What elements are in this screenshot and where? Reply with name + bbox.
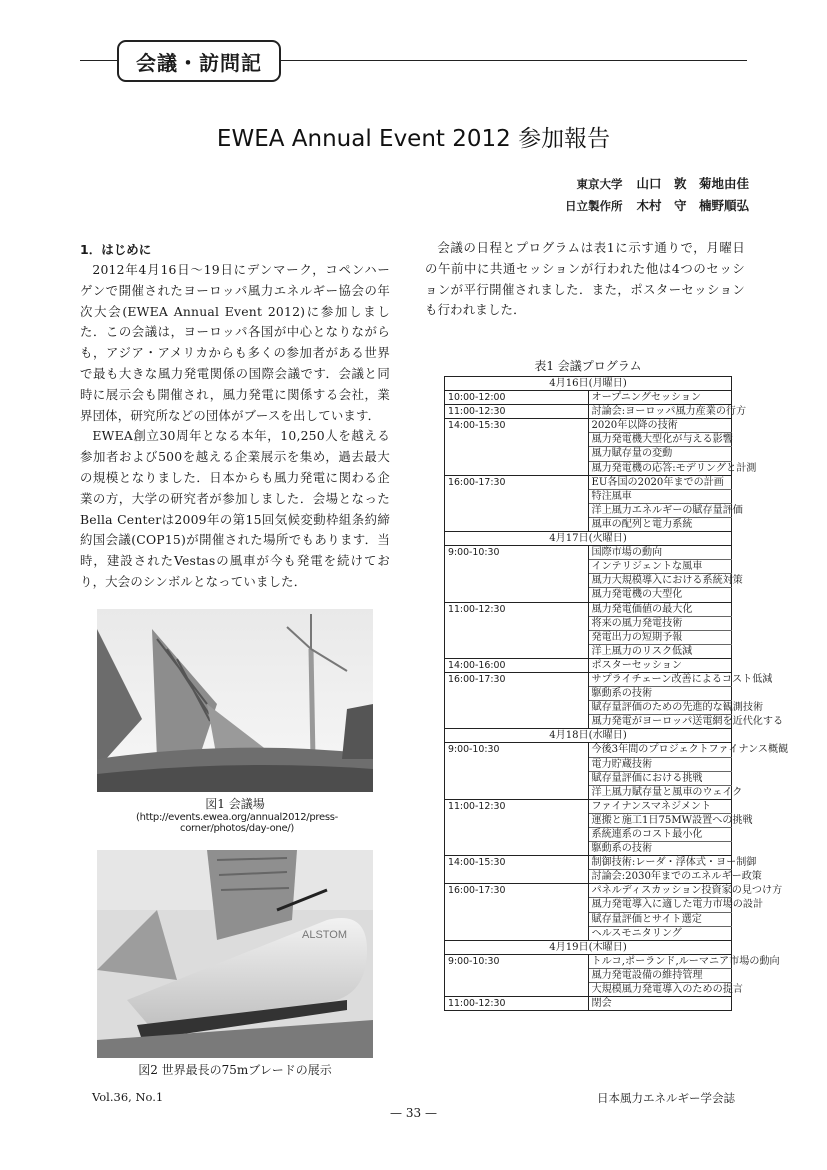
slot-time: 14:00-15:30 (445, 419, 589, 475)
session-title: 2020年以降の技術 (588, 419, 732, 433)
figure-1-caption: 図1 会議場 (205, 797, 265, 811)
slot-time: 16:00-17:30 (445, 884, 589, 940)
session-row (445, 405, 732, 419)
table-caption: 表1 会議プログラム (534, 359, 642, 373)
article-title: EWEA Annual Event 2012 参加報告 (216, 126, 611, 152)
slot-time: 10:00-12:00 (445, 391, 589, 405)
session-title: 大規模風力発電導入のための提言 (588, 983, 732, 997)
session-title: 洋上風力のリスク低減 (588, 644, 732, 658)
footer-journal: 日本風力エネルギー学会誌 (597, 1091, 735, 1105)
session-title: 風力発電導入に適した電力市場の設計 (588, 898, 732, 912)
author-names: 木村 守 楠野順弘 (636, 198, 749, 213)
session-row (445, 602, 732, 616)
slot-time: 9:00-10:30 (445, 743, 589, 799)
slot-time: 9:00-10:30 (445, 546, 589, 602)
author-affiliation: 日立製作所 (564, 199, 623, 213)
slot-time: 11:00-12:30 (445, 799, 589, 855)
paragraph: EWEA創立30周年となる本年，10,250人を越える参加者および500を越える企業展示を集め，過去最大の規模となりました．日本からも風力発電に関わる企業の方，大学の研究者が参加しました．会場となったBella Centerは2009年の第15回気候変動枠組条約締約国会議(COP15)が開催された場所でもあります．当時，建設されたVestasの風車が今も発電を続けており，大会のシンボルとなっていました． (80, 428, 390, 589)
header-rule-right (277, 60, 747, 61)
session-title: 閉会 (588, 997, 732, 1011)
session-title: 発電出力の短期予報 (588, 630, 732, 644)
session-title: 賦存量評価のための先進的な観測技術 (588, 701, 732, 715)
session-title: 風力発電機の応答:モデリングと計測 (588, 461, 732, 475)
session-title: トルコ,ポーランド,ルーマニア市場の動向 (588, 954, 732, 968)
session-row (445, 743, 732, 757)
session-title: 運搬と施工1日75MW設置への挑戦 (588, 813, 732, 827)
session-title: 洋上風力賦存量と風車のウェイク (588, 785, 732, 799)
session-title: パネルディスカッション投資家の見つけ方 (588, 884, 732, 898)
day-label: 4月19日(木曜日) (445, 940, 732, 954)
author-line-1 (576, 174, 749, 192)
header-rule-left (80, 60, 120, 61)
day-label: 4月17日(火曜日) (445, 532, 732, 546)
session-title: 国際市場の動向 (588, 546, 732, 560)
slot-time: 9:00-10:30 (445, 954, 589, 996)
session-row (445, 546, 732, 560)
session-title: 洋上風力エネルギーの賦存量評価 (588, 503, 732, 517)
session-title: 賦存量評価における挑戦 (588, 771, 732, 785)
session-row (445, 856, 732, 870)
session-title: サプライチェーン改善によるコスト低減 (588, 672, 732, 686)
page-number: — 33 — (390, 1106, 437, 1120)
author-names: 山口 敦 菊地由佳 (636, 176, 749, 191)
session-title: 風力発電機大型化が与える影響 (588, 433, 732, 447)
session-title: 風力発電設備の維持管理 (588, 968, 732, 982)
session-title: 系統連系のコスト最小化 (588, 828, 732, 842)
session-row (445, 419, 732, 433)
session-title: EU各国の2020年までの計画 (588, 475, 732, 489)
slot-time: 11:00-12:30 (445, 405, 589, 419)
session-title: オープニングセッション (588, 391, 732, 405)
blade-logo-text: ALSTOM (302, 929, 348, 941)
session-row (445, 954, 732, 968)
day-label: 4月18日(水曜日) (445, 729, 732, 743)
author-line-2 (565, 196, 749, 214)
right-column-body (425, 238, 745, 321)
session-title: 駆動系の技術 (588, 687, 732, 701)
session-title: 電力貯蔵技術 (588, 757, 732, 771)
session-row (445, 475, 732, 489)
session-title: ヘルスモニタリング (588, 926, 732, 940)
day-header-row (445, 940, 732, 954)
session-title: 討論会:ヨーロッパ風力産業の行方 (588, 405, 732, 419)
figure-1-url: (http://events.ewea.org/annual2012/press-corner/photos/day-one/) (136, 812, 338, 834)
session-title: 賦存量評価とサイト選定 (588, 912, 732, 926)
slot-time: 14:00-15:30 (445, 856, 589, 884)
session-title: 風力大規模導入における系統対策 (588, 574, 732, 588)
slot-time: 14:00-16:00 (445, 658, 589, 672)
slot-time: 11:00-12:30 (445, 602, 589, 658)
day-header-row (445, 729, 732, 743)
day-label: 4月16日(月曜日) (445, 377, 732, 391)
session-title: 風力発電がヨーロッパ送電網を近代化する (588, 715, 732, 729)
footer-volume: Vol.36, No.1 (92, 1090, 164, 1104)
left-column-body (80, 260, 390, 593)
session-title: ファイナンスマネジメント (588, 799, 732, 813)
session-title: 風力賦存量の変動 (588, 447, 732, 461)
session-row (445, 997, 732, 1011)
conference-program-table (444, 376, 789, 1011)
session-row (445, 658, 732, 672)
day-header-row (445, 377, 732, 391)
session-title: 制御技術:レーダ・浮体式・ヨー制御 (588, 856, 732, 870)
session-row (445, 672, 732, 686)
session-title: インテリジェントな風車 (588, 560, 732, 574)
session-title: 討論会:2030年までのエネルギー政策 (588, 870, 732, 884)
session-title: 将来の風力発電技術 (588, 616, 732, 630)
session-row (445, 391, 732, 405)
slot-time: 11:00-12:30 (445, 997, 589, 1011)
section-heading: 1．はじめに (80, 242, 152, 257)
conference-venue-photo (97, 609, 373, 792)
session-title: 今後3年間のプロジェクトファイナンス概観 (588, 743, 732, 757)
paragraph: 2012年4月16日〜19日にデンマーク，コペンハーゲンで開催されたヨーロッパ風力エネルギー協会の年次大会(EWEA Annual Event 2012)に参加しました．この会議は，ヨーロッパ各国が中心となりながらも，アジア・アメリカからも多くの参加者がある世界で最も大きな風力発電関係の国際会議です．会議と同時に展示会も開催され，風力発電に関係する会社，業界団体，研究所などの団体がブースを出しています． (80, 262, 390, 423)
session-row (445, 884, 732, 898)
day-header-row (445, 532, 732, 546)
blade-exhibit-photo (97, 850, 373, 1058)
session-title: 駆動系の技術 (588, 842, 732, 856)
session-title: 風力発電価値の最大化 (588, 602, 732, 616)
session-title: 風力発電機の大型化 (588, 588, 732, 602)
slot-time: 16:00-17:30 (445, 672, 589, 728)
author-affiliation: 東京大学 (576, 177, 623, 191)
paragraph: 会議の日程とプログラムは表1に示す通りで，月曜日の午前中に共通セッションが行われた他は4つのセッションが平行開催されました．また，ポスターセッションも行われました． (425, 240, 745, 318)
figure-2-caption: 図2 世界最長の75mブレードの展示 (138, 1063, 332, 1077)
slot-time: 16:00-17:30 (445, 475, 589, 531)
section-label: 会議・訪問記 (117, 40, 281, 82)
session-title: ポスターセッション (588, 658, 732, 672)
session-title: 風車の配列と電力系統 (588, 517, 732, 531)
session-row (445, 799, 732, 813)
session-title: 特注風車 (588, 489, 732, 503)
